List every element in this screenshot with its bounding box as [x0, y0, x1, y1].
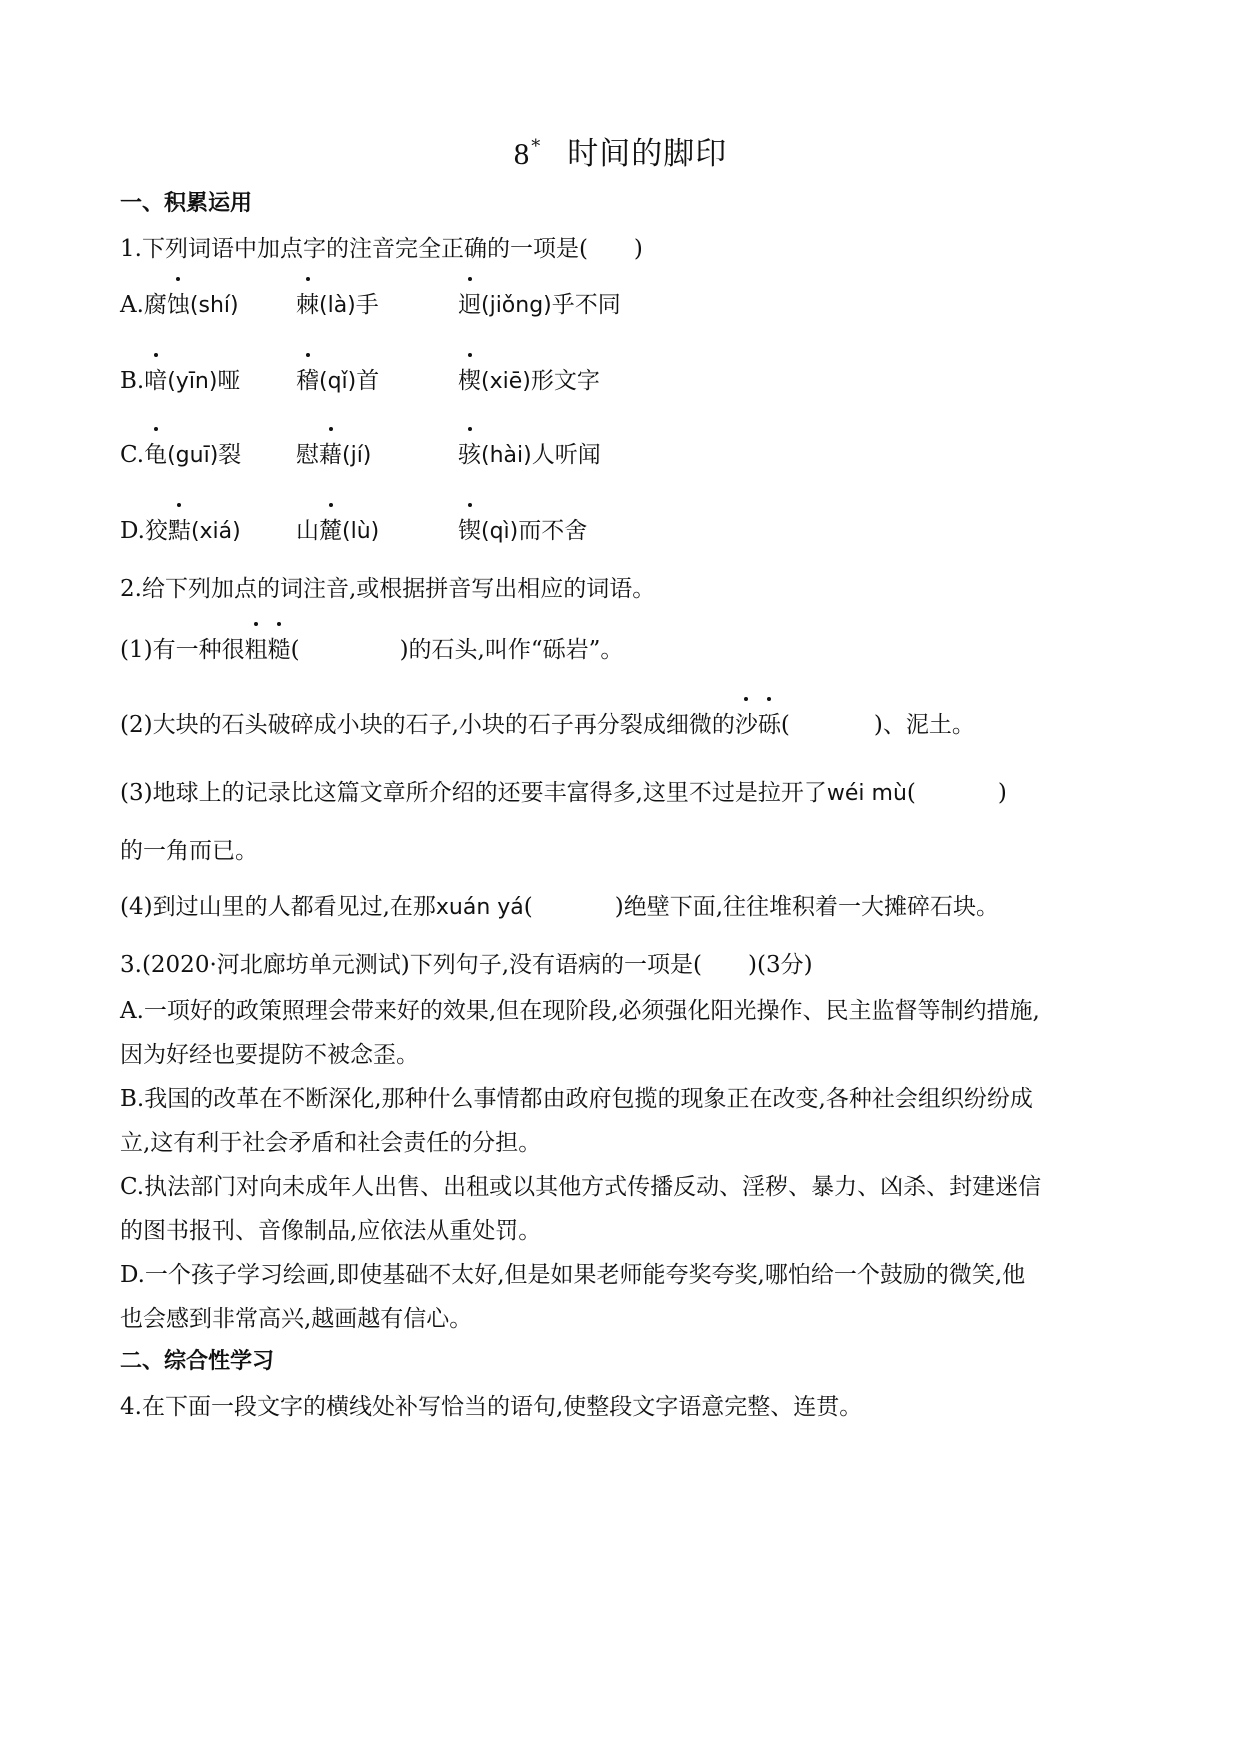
question-3-option-a: A.一项好的政策照理会带来好的效果,但在现阶段,必须强化阳光操作、民主监督等制约措施,	[120, 998, 1040, 1024]
pinyin-prompt: wéi mù	[826, 781, 907, 806]
optional-mark: *	[531, 136, 542, 157]
question-3-option-c: C.执法部门对向未成年人出售、出租或以其他方式传播反动、淫秽、暴力、凶杀、封建迷信	[120, 1174, 1042, 1200]
section-heading-2: 二、综合性学习	[120, 1349, 275, 1374]
option-a-word-3: 迥(jiǒng)乎不同	[458, 286, 621, 319]
option-b-word-3: 楔(xiē)形文字	[458, 362, 600, 395]
question-4-stem: 4.在下面一段文字的横线处补写恰当的语句,使整段文字语意完整、连贯。	[120, 1394, 863, 1420]
question-1-option-b	[120, 362, 1120, 394]
dotted-word: 沙砾	[735, 712, 781, 738]
page-title	[0, 128, 1241, 173]
option-d-word-2: 山麓(lù)	[296, 512, 379, 545]
question-3-option-d: D.一个孩子学习绘画,即使基础不太好,但是如果老师能夸奖夸奖,哪怕给一个鼓励的微笑,他	[120, 1262, 1026, 1288]
option-b-word-2: 稽(qǐ)首	[296, 362, 379, 395]
pinyin-prompt: xuán yá	[435, 895, 524, 920]
question-1-option-c	[120, 436, 1120, 468]
option-c-word-3: 骇(hài)人听闻	[458, 436, 601, 469]
option-c-word-2: 慰藉(jí)	[296, 436, 371, 469]
question-3-option-c-continued: 的图书报刊、音像制品,应依法从重处罚。	[120, 1218, 542, 1244]
question-2-item-4: (4)到过山里的人都看见过,在那xuán yá( )绝壁下面,往往堆积着一大摊碎石块。	[120, 894, 1000, 920]
option-a-word-1: A.腐蚀(shí)	[120, 286, 239, 319]
option-d-word-1: D.狡黠(xiá)	[120, 512, 241, 545]
lesson-title: 时间的脚印	[567, 136, 728, 172]
question-3-option-d-continued: 也会感到非常高兴,越画越有信心。	[120, 1306, 473, 1332]
question-3-option-b: B.我国的改革在不断深化,那种什么事情都由政府包揽的现象正在改变,各种社会组织纷纷成	[120, 1086, 1033, 1112]
question-3-stem: 3.(2020·河北廊坊单元测试)下列句子,没有语病的一项是( )(3分)	[120, 952, 813, 978]
question-2-item-2: (2)大块的石头破碎成小块的石子,小块的石子再分裂成细微的沙砾( )、泥土。	[120, 706, 975, 739]
question-3-option-a-continued: 因为好经也要提防不被念歪。	[120, 1042, 419, 1068]
question-1-option-a	[120, 286, 1120, 318]
dotted-word: 粗糙	[245, 637, 291, 663]
option-c-word-1: C.龟(guī)裂	[120, 436, 241, 469]
question-1-option-d	[120, 512, 1120, 544]
question-1-stem: 1.下列词语中加点字的注音完全正确的一项是( )	[120, 236, 643, 262]
section-heading-1: 一、积累运用	[120, 191, 253, 216]
question-2-stem: 2.给下列加点的词注音,或根据拼音写出相应的词语。	[120, 576, 656, 602]
question-3-option-b-continued: 立,这有利于社会矛盾和社会责任的分担。	[120, 1130, 542, 1156]
question-2-item-1: (1)有一种很粗糙( )的石头,叫作“砾岩”。	[120, 631, 623, 664]
option-d-word-3: 锲(qì)而不舍	[458, 512, 587, 545]
option-b-word-1: B.喑(yīn)哑	[120, 362, 240, 395]
question-2-item-3: (3)地球上的记录比这篇文章所介绍的还要丰富得多,这里不过是拉开了wéi mù( )	[120, 780, 1007, 806]
option-a-word-2: 棘(là)手	[296, 286, 379, 319]
lesson-number: 8	[513, 136, 531, 171]
question-2-item-3-continued: 的一角而已。	[120, 838, 258, 864]
